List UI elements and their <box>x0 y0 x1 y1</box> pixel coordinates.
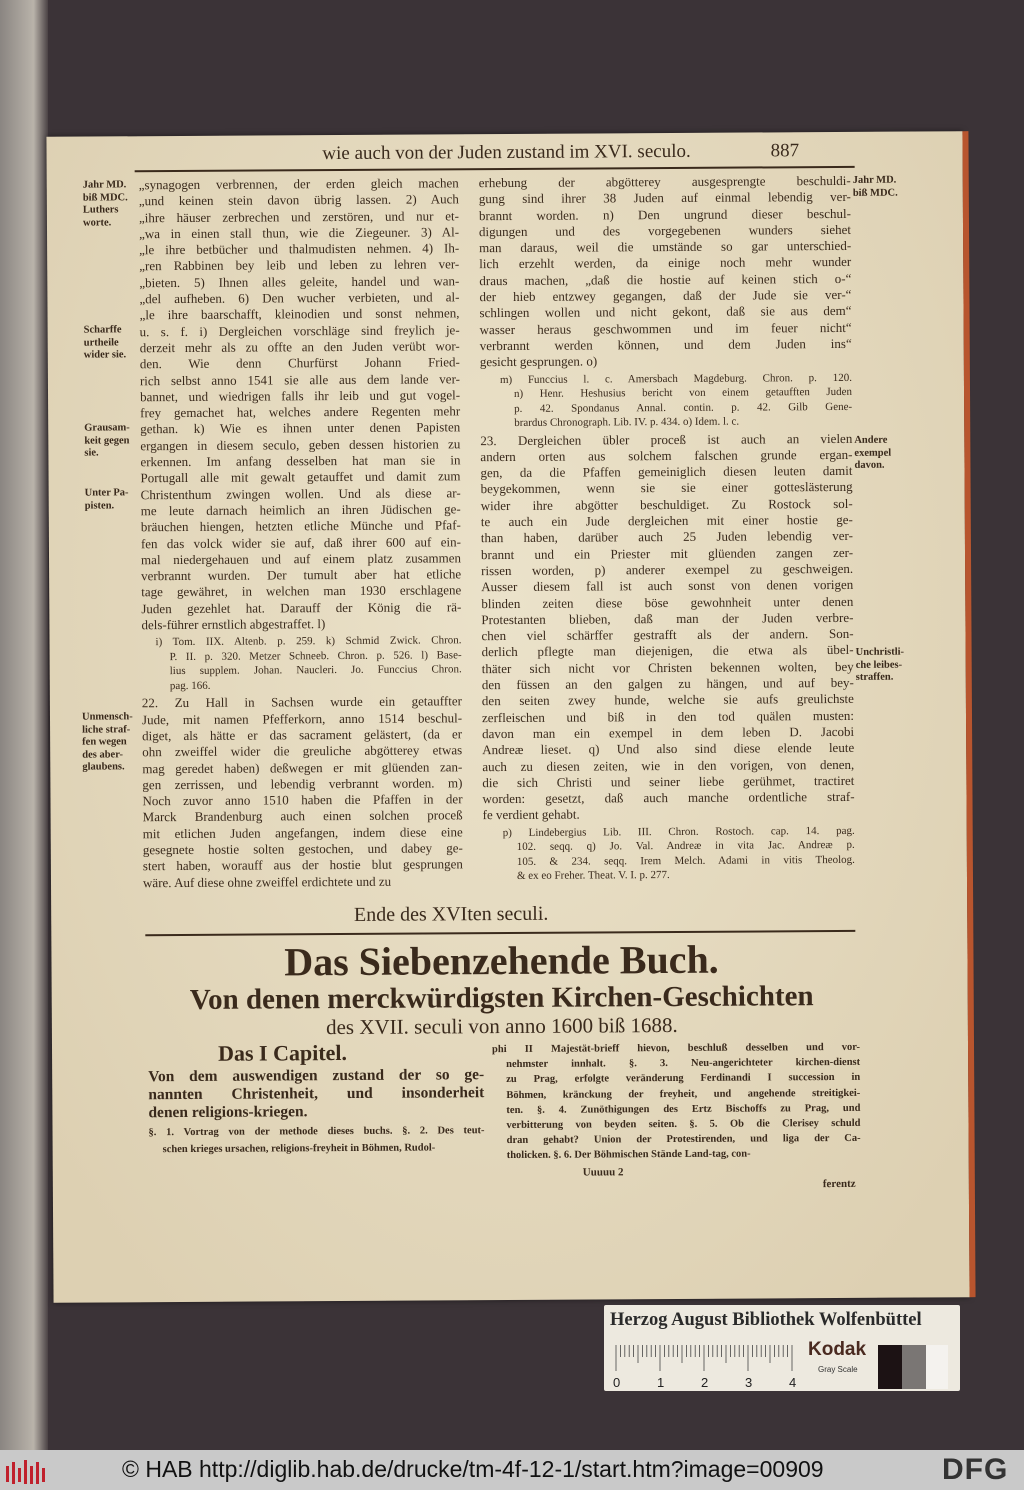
text-line: dels-führer ernstlich abgestraffet. l) <box>141 616 326 633</box>
margin-note-line: Andere <box>854 434 888 446</box>
text-line: Juden gezehlet hat. Darauff der König die rä- <box>141 599 462 616</box>
copyright-url[interactable]: © HAB http://diglib.hab.de/drucke/tm-4f-12-1/start.htm?image=00909 <box>122 1456 824 1482</box>
text-line: blinden zeiten diese böse gewohnheit unter denen <box>481 593 854 611</box>
text-line: erhebung der abgötterey ausgesprengte beschuldi- <box>478 172 851 191</box>
text-line: diget, als hätte er das sacrament gelästert, (da er <box>142 726 463 744</box>
margin-note <box>84 422 130 460</box>
catchword: ferentz <box>822 1177 856 1191</box>
text-line: lich erzehlt werden, da einige noch mehr wunder <box>479 254 852 272</box>
text-line: „le ihre baarschafft, kleinodien und sonst nehmen, <box>139 305 460 323</box>
ruler-number: 3 <box>745 1375 753 1389</box>
text-line: me leute darnach heimlich an ihren Jüdischen ge- <box>140 501 461 519</box>
text-line: „synagogen verbrennen, der erden gleich machen <box>138 175 459 193</box>
dfg-logo: DFG <box>942 1453 1009 1486</box>
margin-note-line: sie. <box>84 447 99 459</box>
margin-note <box>84 324 127 362</box>
text-line: mag geredet haben) deßwegen er mit glüenden zan- <box>142 758 463 776</box>
text-line: verbrannt werden können, und dem Juden ins“ <box>479 335 852 354</box>
text-line: die sich Christi und seiner liebe gerühmet, tractiret <box>482 772 855 790</box>
text-line: Noch zuvor anno 1510 haben die Pfaffen in der <box>142 791 463 809</box>
text-line: phi II Majestät-brieff hievon, beschluß desselben und vor- <box>491 1041 861 1056</box>
text-line: rich selbst anno 1541 sie alle aus dem lande ver- <box>139 370 460 388</box>
text-line: 105. & 234. seqq. Irem Melch. Adami in vitis Theolog. <box>516 853 855 868</box>
text-line: gen zerrissen, und lebendig verbrannt worden. m) <box>142 775 463 793</box>
text-line: zu Prag, erfolgte veränderung Ferdinandi I succession in <box>506 1072 861 1086</box>
text-line: Ausser diesem fall ist auch sonst von denen vorigen <box>481 577 854 595</box>
text-line: verbitterung von beyden seiten. §. 5. Ob die Clerisey schuld <box>506 1117 861 1132</box>
gray-scale-label: Gray Scale <box>818 1365 858 1374</box>
margin-note-line: che leibes- <box>855 659 903 671</box>
text-line: digungen und des vorgegebenen wunders siehet <box>478 221 852 240</box>
text-line: Böhmen, kränckung der freyheit, und angehende streitigkei- <box>506 1087 861 1101</box>
text-line: frey gemachet hat, welches andere Regenten mehr <box>140 403 461 421</box>
text-line: „del aufheben. 6) Den wucher verbieten, und al- <box>139 289 460 307</box>
text-line: 23. Dergleichen übler proceß ist auch an vielen <box>480 430 853 448</box>
text-line: ten. §. 4. Zunöthigungen des Ertz Bischoffs zu Prag, und <box>506 1102 861 1116</box>
text-line: n) Henr. Heshusius bericht von einem getaufften Juden <box>513 385 853 401</box>
text-line: schlingen wollen und nicht gekont, daß sie aus dem“ <box>479 303 852 321</box>
right-column <box>479 173 855 884</box>
text-line: „ihre häuser zerbrechen und zerstören, und nur et- <box>138 207 459 225</box>
text-line: gethan. k) Wie es ihnen unter denen Papisten <box>140 419 461 437</box>
page-number: 887 <box>770 140 800 162</box>
gray-patch-white <box>926 1345 948 1389</box>
margin-note-line: worte. <box>82 216 112 229</box>
left-column <box>139 175 463 891</box>
text-line: m) Funccius l. c. Amersbach Magdeburg. Chron. p. 120. <box>499 371 852 386</box>
text-line: brardus Chronograph. Lib. IV. p. 434. o) Idem. l. c. <box>514 415 740 430</box>
margin-note-line: liche straf- <box>82 723 131 736</box>
margin-note-line: Jahr MD. <box>82 179 127 191</box>
kodak-logo: Kodak <box>808 1339 867 1360</box>
section-rule <box>145 930 855 936</box>
text-line: chen viel schärffer gestrafft als der andern. Son- <box>481 626 854 644</box>
text-line: davon man ein exempel in dem leben D. Jacobi <box>482 723 855 742</box>
text-line: Portugall alle mit gewalt getauffet und damit zum <box>140 468 461 486</box>
margin-note-line: Luthers <box>82 204 119 216</box>
text-line: brannt worden. n) Den ungrund dieser beschul- <box>478 205 851 223</box>
text-line: u. s. f. i) Dergleichen vorschläge sind freylich je- <box>139 321 460 339</box>
text-line: brannt und ein Priester mit glüenden zangen zer- <box>480 544 854 562</box>
text-line: man daraus, weil die umstände so gar unterschied- <box>479 238 852 256</box>
margin-note-line: Jahr MD. <box>852 174 897 186</box>
text-line: zerfleischen und biß in den tod quälen musten: <box>481 707 855 725</box>
text-line: thäter sich nicht vor Christen bekennen wolten, bey <box>481 658 854 676</box>
text-line: tholicken. §. 6. Der Böhmischen Stände Land-tag, con- <box>506 1148 751 1162</box>
text-line: den füssen an den galgen zu hängen, und auf bey- <box>481 674 854 693</box>
text-line: den seiten zwey hunde, welche sie aufs greulichste <box>481 691 854 709</box>
ruler <box>612 1343 802 1389</box>
text-line: worden: gesetzt, daß auch manche ordentliche straf- <box>482 788 855 807</box>
text-line: P. II. p. 320. Metzer Schneeb. Chron. p. 526. l) Base- <box>169 649 462 663</box>
margin-note-line: biß MDC. <box>852 187 898 199</box>
margin-note-line: davon. <box>854 459 885 471</box>
margin-note-line: Unchristli- <box>855 646 905 658</box>
text-line: den. Wie denn Churfürst Johann Fried- <box>139 354 460 372</box>
text-line: andern orten aus solchem falschen grunde ergan- <box>480 446 853 465</box>
text-line: 22. Zu Hall in Sachsen wurde ein getauffter <box>141 693 462 711</box>
text-line: derlich pflegte man diejenigen, die etwa als übel- <box>481 642 854 660</box>
text-line: der hieb entzwey gegangen, daß der Jude sie ver-“ <box>479 286 852 305</box>
margin-note-line: biß MDC. <box>82 191 128 204</box>
text-line: gung sind ihrer 38 Juden auf einmal lebendig ver- <box>478 189 851 207</box>
margin-note-line: fen wegen <box>82 736 127 748</box>
margin-note-line: Scharffe <box>83 324 122 336</box>
text-line: Protestanten blieben, daß man der Juden verbre- <box>481 609 854 627</box>
margin-note <box>82 711 133 774</box>
text-line: §. 1. Vortrag von der methode dieses buchs. §. 2. Des teut- <box>148 1125 485 1139</box>
ruler-number: 4 <box>789 1375 797 1389</box>
margin-note-line: Unmensch- <box>81 711 133 723</box>
footer-bar <box>0 1450 1024 1490</box>
text-line: wäre. Auf diese ohne zweiffel erdichtete und zu <box>142 873 392 890</box>
facing-page-edge <box>0 0 48 1450</box>
text-line: mal niedergehauen und auf einem platz zusammen <box>140 550 462 568</box>
text-line: derzeit mehr als zu offte an den Juden verübt wor- <box>139 338 460 356</box>
contents-left <box>148 1122 484 1158</box>
text-line: dran gehabt? Union der Protestirenden, und liga der Ca- <box>506 1133 861 1147</box>
signature-mark: Uuuuu 2 <box>582 1166 624 1179</box>
section-end: Ende des XVIten seculi. <box>353 902 549 926</box>
chapter-summary <box>148 1066 484 1122</box>
text-line: ohn zweiffel wider die greuliche abgötterey etwas <box>142 742 463 760</box>
contents-right <box>492 1040 861 1164</box>
margin-note-line: glaubens. <box>82 761 125 773</box>
running-title: wie auch von der Juden zustand im XVI. seculo. <box>322 140 691 165</box>
text-line: denen religions-kriegen. <box>148 1103 308 1122</box>
header-rule <box>135 166 855 172</box>
text-line: ergangen in diesem seculo, geben dessen historien zu <box>140 436 461 453</box>
book-page <box>46 131 969 1303</box>
text-line: 102. seqq. q) Jo. Val. Andreæ in vita Jac. Andreæ p. <box>516 839 855 854</box>
text-line: wider ihre abgötter beschuldiget. Zu Rostock sol- <box>480 495 853 513</box>
gray-patch-black <box>878 1345 902 1389</box>
text-line: Christenthum zwingen wollen. Und als diese ar- <box>140 484 461 502</box>
text-line: „ren Rabbinen bey leib und leben zu lehren ver- <box>139 256 460 274</box>
margin-note-line: des aber- <box>82 748 123 761</box>
text-line: gen, da die Pfaffen gemeiniglich diesen leuten damit <box>480 463 853 481</box>
text-line: & ex eo Freher. Theat. V. I. p. 277. <box>516 869 670 883</box>
page-edge <box>962 131 975 1297</box>
hab-logo-icon <box>4 1458 48 1486</box>
margin-note <box>85 487 129 512</box>
text-line: Jude, mit namen Pfefferkorn, anno 1514 beschul- <box>141 709 463 727</box>
text-line: gesegnete hostie solten gestochen, und dabey ge- <box>142 840 463 858</box>
text-line: „wa in einen stall thun, wie die Ziegeuner. 3) Al- <box>138 224 460 242</box>
text-line: fe verdient gehabt. <box>482 806 580 823</box>
text-line: i) Tom. IIX. Altenb. p. 259. k) Schmid Zwick. Chron. <box>155 634 462 649</box>
library-scan-label <box>604 1305 960 1391</box>
text-line: tage gewähret, in welchen man 1930 erschlagene <box>141 582 462 600</box>
text-line: nannten Christenheit, und insonderheit <box>148 1084 485 1104</box>
margin-note-line: pisten. <box>84 499 115 512</box>
margin-note-line: Grausam- <box>84 422 130 434</box>
text-line: bräuchen hiengen, hetzten etliche Münche und Pfaf- <box>140 517 461 535</box>
margin-note <box>853 175 898 200</box>
text-line: verbrannt wurden. Der tumult aber hat etliche <box>141 566 462 584</box>
text-line: auch zu diesen zeiten, wie in den vorigen, von denen, <box>482 756 855 774</box>
gray-patch-mid <box>902 1345 926 1389</box>
text-line: gesicht gesprungen. o) <box>479 353 598 370</box>
margin-note-line: wider sie. <box>83 349 127 361</box>
text-line: stert haben, worauff aus der hostie blut gesprungen <box>142 856 463 874</box>
text-line: nehmster innhalt. §. 3. Neu-angerichteter kirchen-dienst <box>506 1057 861 1071</box>
text-line: beygekommen, wenn sie sie einer gotteslästerung <box>480 479 853 497</box>
ruler-number: 2 <box>701 1375 709 1389</box>
ruler-number: 1 <box>657 1375 665 1389</box>
text-line: Marck Brandenburg auch einen solchen proceß <box>142 807 463 825</box>
book-range: des XVII. seculi von anno 1600 biß 1688. <box>325 1012 678 1040</box>
margin-note <box>854 435 891 473</box>
text-line: „und keinen stein davon übrig lassen. 2) Auch <box>138 191 459 209</box>
text-line: „bieten. 5) Ihnen alles geleite, handel und wan- <box>139 273 460 291</box>
text-line: fen das volck wider sie auf, daß ihrer 600 auf ein- <box>140 533 461 551</box>
text-line: p. 42. Spondanus Annal. contin. p. 42. Gilb Gene- <box>514 400 853 415</box>
text-line: p) Lindebergius Lib. III. Chron. Rostoch. cap. 14. pag. <box>502 824 855 839</box>
margin-note <box>856 647 905 685</box>
text-line: mit etlichen Juden angefangen, indem diese eine <box>142 823 463 841</box>
text-line: lius supplem. Johan. Naucleri. Jo. Funccius Chron. <box>169 663 462 678</box>
text-line: schen krieges ursachen, religions-freyheit in Böhmen, Rudol- <box>162 1142 436 1156</box>
book-subtitle: Von denen merckwürdigsten Kirchen-Geschichten <box>189 980 814 1016</box>
margin-note-line: urtheile <box>83 336 119 349</box>
text-line: than haben, darüber auch 25 Juden lebendig ver- <box>480 528 853 546</box>
book-title: Das Siebenzehende Buch. <box>284 936 719 985</box>
text-line: „le ihre betbücher und thalmudisten nehmen. 4) Ih- <box>139 240 460 258</box>
ruler-number: 0 <box>613 1375 621 1389</box>
margin-note-line: keit gegen <box>84 434 130 447</box>
text-line: erkennen. Im anfang desselben hat man sie in <box>140 452 461 470</box>
text-line: wasser heraus geschwommen und im feuer nicht“ <box>479 319 852 337</box>
margin-note-line: exempel <box>854 447 892 459</box>
text-line: te auch ein Jude dergleichen mit einer hostie ge- <box>480 511 853 530</box>
text-line: pag. 166. <box>169 679 211 692</box>
text-line: bannet, und wiedrigen falls ihr leib und gut vogel- <box>139 387 461 405</box>
margin-note <box>83 179 128 229</box>
margin-note-line: straffen. <box>855 671 894 683</box>
institution-name: Herzog August Bibliothek Wolfenbüttel <box>610 1310 922 1330</box>
text-line: rissen worden, p) anderer exempel zu geschweigen. <box>481 560 854 579</box>
text-line: Andreæ lieset. q) Und also sind diese elende leute <box>482 740 855 758</box>
text-line: Von dem auswendigen zustand der so ge- <box>148 1066 485 1086</box>
text-line: draus machen, „daß die hostie auf keinen stich o-“ <box>479 270 852 288</box>
margin-note-line: Unter Pa- <box>84 487 129 499</box>
chapter-title: Das I Capitel. <box>217 1039 348 1066</box>
